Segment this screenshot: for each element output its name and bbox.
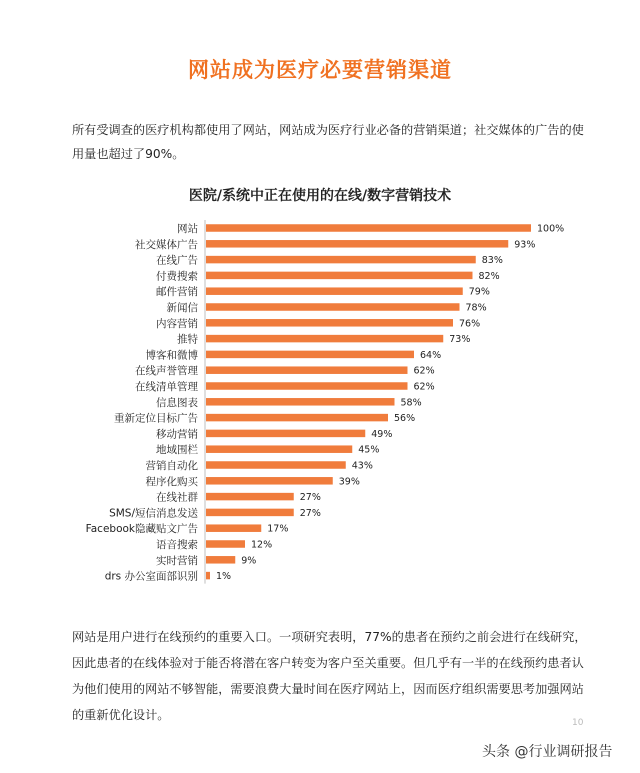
body-paragraph: 网站是用户进行在线预约的重要入口。一项研究表明，77%的患者在预约之前会进行在线研究，因此患者的在线体验对于能否将潜在客户转变为客户至关重要。但几乎有一半的在线预约患者认为他们使用的网站不够智能，需要浪费大量时间在医疗网站上，因而医疗组织需要思考加强网站的重新优化设计。 xyxy=(72,630,587,722)
bar-chart xyxy=(0,216,640,591)
category-label: 语音搜索 xyxy=(156,539,198,551)
category-label: 社交媒体广告 xyxy=(135,238,198,251)
category-label: 程序化购买 xyxy=(145,475,198,488)
bar xyxy=(206,319,453,327)
bar xyxy=(206,509,294,517)
bar xyxy=(206,540,245,548)
watermark-text: 头条 @行业调研报告 xyxy=(482,744,613,760)
bar xyxy=(206,256,476,264)
category-label: 在线清单管理 xyxy=(135,381,198,393)
value-label: 17% xyxy=(267,523,289,535)
value-label: 100% xyxy=(537,223,565,235)
bar xyxy=(206,461,346,469)
value-label: 83% xyxy=(481,255,503,267)
value-label: 58% xyxy=(400,397,422,409)
chart-title: 医院/系统中正在使用的在线/数字营销技术 xyxy=(188,188,452,204)
bar xyxy=(206,445,352,453)
bar xyxy=(206,556,235,564)
bar xyxy=(206,477,333,485)
value-label: 9% xyxy=(241,555,257,567)
category-label: 新闻信 xyxy=(166,302,198,314)
value-label: 56% xyxy=(394,413,416,425)
value-label: 1% xyxy=(216,571,232,583)
bar xyxy=(206,240,508,248)
value-label: 45% xyxy=(358,444,380,456)
bar xyxy=(206,382,408,390)
category-label: SMS/短信消息发送 xyxy=(109,507,198,520)
category-label: 付费搜索 xyxy=(156,270,198,283)
bar xyxy=(206,287,463,295)
category-label: 在线社群 xyxy=(156,491,198,504)
category-label: drs 办公室面部识别 xyxy=(104,570,198,583)
category-label: 移动营销 xyxy=(156,428,198,441)
value-label: 79% xyxy=(468,286,490,298)
value-label: 73% xyxy=(449,334,471,346)
value-label: 49% xyxy=(371,428,393,440)
category-label: 在线广告 xyxy=(156,254,198,267)
value-label: 82% xyxy=(478,270,500,282)
bar xyxy=(206,572,210,580)
bar xyxy=(206,224,531,232)
value-label: 27% xyxy=(299,492,321,504)
value-label: 78% xyxy=(465,302,487,314)
value-label: 62% xyxy=(413,381,435,393)
intro-paragraph: 所有受调查的医疗机构都使用了网站，网站成为医疗行业必备的营销渠道；社交媒体的广告的使用量也超过了90%。 xyxy=(72,123,584,161)
value-label: 64% xyxy=(420,349,442,361)
category-label: 推特 xyxy=(177,333,198,346)
category-label: 博客和微博 xyxy=(145,349,198,362)
category-label: 在线声誉管理 xyxy=(135,365,198,378)
value-label: 93% xyxy=(514,239,536,251)
category-label: Facebook隐藏贴文广告 xyxy=(85,523,198,536)
page-number: 10 xyxy=(572,718,584,728)
value-label: 43% xyxy=(351,460,373,472)
category-label: 营销自动化 xyxy=(145,460,198,472)
bar xyxy=(206,272,473,280)
bar xyxy=(206,493,294,501)
category-label: 重新定位目标广告 xyxy=(114,412,198,425)
bar xyxy=(206,430,365,438)
value-label: 12% xyxy=(251,539,273,551)
page-title: 网站成为医疗必要营销渠道 xyxy=(188,58,452,82)
value-label: 27% xyxy=(299,507,321,519)
category-label: 实时营销 xyxy=(156,554,198,567)
category-label: 网站 xyxy=(177,223,198,235)
bar xyxy=(206,335,443,343)
bar xyxy=(206,366,408,374)
category-label: 地域围栏 xyxy=(156,444,198,457)
bar xyxy=(206,398,395,406)
bar xyxy=(206,524,261,532)
category-label: 信息图表 xyxy=(156,396,198,409)
value-label: 39% xyxy=(338,476,360,488)
category-label: 内容营销 xyxy=(156,317,198,330)
value-label: 62% xyxy=(413,365,435,377)
value-label: 76% xyxy=(459,318,481,330)
bar xyxy=(206,303,460,311)
bar xyxy=(206,414,388,422)
category-label: 邮件营销 xyxy=(156,286,198,299)
bar xyxy=(206,351,414,359)
